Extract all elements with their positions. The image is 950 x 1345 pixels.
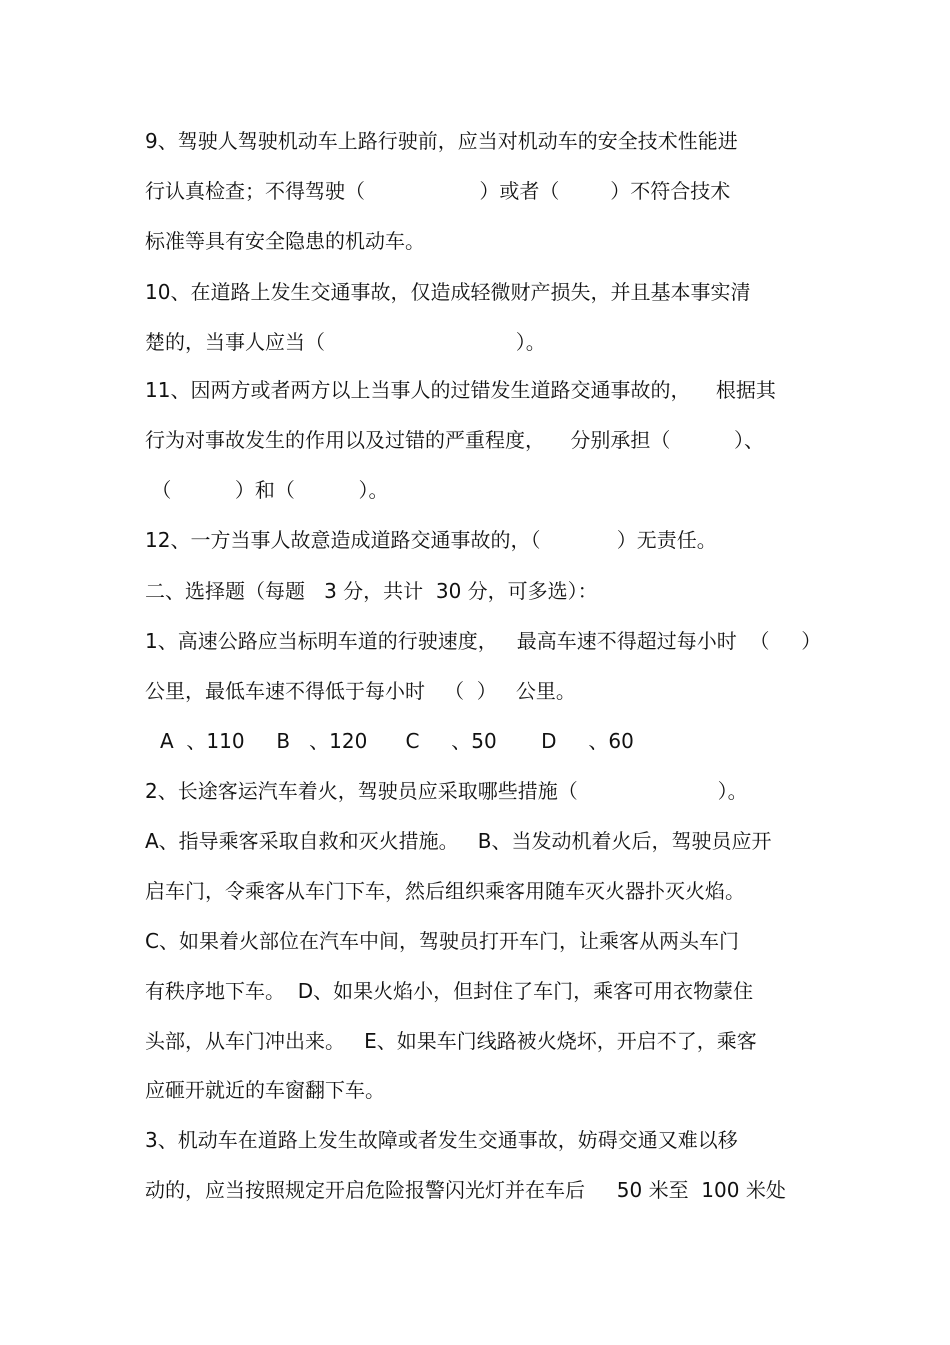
text-line: 应砸开就近的车窗翻下车。 <box>145 1078 385 1102</box>
text-line: 启车门，令乘客从车门下车，然后组织乘客用随车灭火器扑灭火焰。 <box>145 879 745 903</box>
text-line: 动的，应当按照规定开启危险报警闪光灯并在车后 50 米至 100 米处 <box>145 1178 786 1202</box>
text-line: C、如果着火部位在汽车中间，驾驶员打开车门，让乘客从两头车门 <box>145 929 739 953</box>
text-line: 行认真检查；不得驾驶（ ）或者（ ）不符合技术 <box>145 179 731 203</box>
text-line: 3、机动车在道路上发生故障或者发生交通事故，妨碍交通又难以移 <box>145 1128 738 1152</box>
text-line: 9、驾驶人驾驶机动车上路行驶前，应当对机动车的安全技术性能进 <box>145 129 738 153</box>
text-line: （ ）和（ ）。 <box>145 478 389 502</box>
text-line: 楚的，当事人应当（ ）。 <box>145 330 546 354</box>
text-line: 有秩序地下车。 D、如果火焰小，但封住了车门，乘客可用衣物蒙住 <box>145 979 754 1003</box>
section-heading: 二、选择题（每题 3 分，共计 30 分，可多选）： <box>145 579 598 603</box>
answer-options: A 、110 B 、120 C 、50 D 、60 <box>160 729 634 753</box>
text-line: 12、一方当事人故意造成道路交通事故的，（ ）无责任。 <box>145 528 717 552</box>
text-line: 公里，最低车速不得低于每小时 （ ） 公里。 <box>145 679 576 703</box>
text-line: 2、长途客运汽车着火，驾驶员应采取哪些措施（ ）。 <box>145 779 748 803</box>
text-line: 11、因两方或者两方以上当事人的过错发生道路交通事故的， 根据其 <box>145 378 776 402</box>
text-line: 1、高速公路应当标明车道的行驶速度， 最高车速不得超过每小时 （ ） <box>145 629 822 653</box>
text-line: 10、在道路上发生交通事故，仅造成轻微财产损失，并且基本事实清 <box>145 280 751 304</box>
text-line: 头部，从车门冲出来。 E、如果车门线路被火烧坏，开启不了，乘客 <box>145 1029 757 1053</box>
text-line: 行为对事故发生的作用以及过错的严重程度， 分别承担（ ）、 <box>145 428 765 452</box>
text-line: A、指导乘客采取自救和灭火措施。 B、当发动机着火后，驾驶员应开 <box>145 829 772 853</box>
text-line: 标准等具有安全隐患的机动车。 <box>145 229 425 253</box>
